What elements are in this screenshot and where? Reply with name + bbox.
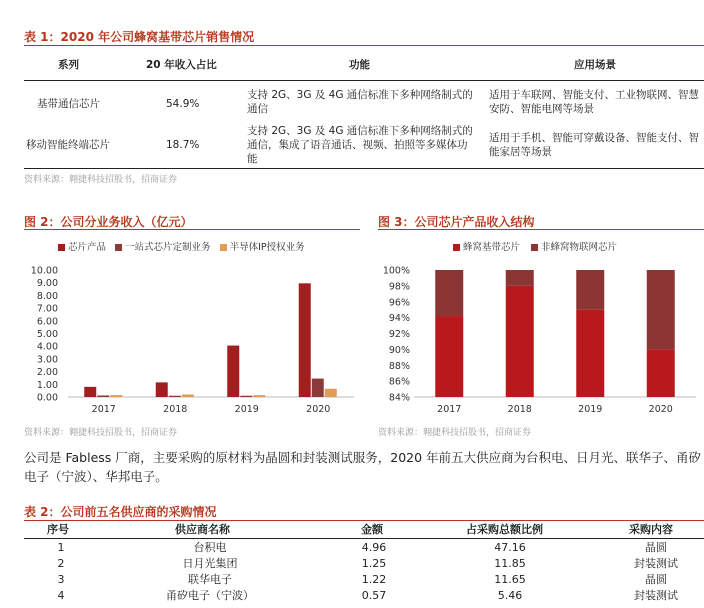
legend-item — [220, 242, 305, 253]
legend-item — [453, 242, 520, 253]
table1-row1-function: 支持 2G、3G 及 4G 通信标准下多种网络制式的通信 — [247, 89, 473, 115]
figure3-title-rule — [378, 229, 704, 230]
table2-cell-supplier: 甬矽电子（宁波） — [166, 589, 254, 602]
y-tick-label: 5.00 — [36, 329, 58, 340]
table2-header-index: 序号 — [47, 523, 69, 536]
figure2-title: 图 2：公司分业务收入（亿元） — [24, 215, 193, 229]
table1-row2-series: 移动智能终端芯片 — [26, 139, 110, 151]
legend-label: 一站式芯片定制业务 — [125, 242, 211, 253]
table2-cell-ratio: 47.16 — [494, 541, 526, 554]
table2-cell-index: 4 — [57, 589, 65, 602]
y-tick-label: 90% — [388, 344, 410, 356]
bar-segment — [435, 270, 463, 316]
table2-cell-ratio: 11.85 — [494, 557, 526, 570]
bar — [182, 394, 194, 397]
legend-item — [115, 242, 211, 253]
figure2-chart — [24, 258, 364, 418]
table2-cell-ratio: 11.65 — [494, 573, 526, 586]
legend-label: 芯片产品 — [68, 242, 107, 253]
bar — [97, 395, 109, 397]
x-tick-label: 2018 — [163, 404, 188, 415]
y-tick-label: 94% — [388, 313, 410, 325]
table2-cell-content: 封装测试 — [634, 557, 678, 570]
bar — [325, 389, 337, 397]
bar — [312, 379, 324, 397]
bar — [227, 346, 239, 397]
table1-row1-series: 基带通信芯片 — [37, 98, 100, 110]
table2-title: 表 2：公司前五名供应商的采购情况 — [24, 505, 217, 519]
table1-header-rule — [24, 80, 704, 81]
table2-header-content: 采购内容 — [629, 523, 673, 536]
y-tick-label: 0.00 — [36, 392, 58, 404]
y-tick-label: 96% — [388, 297, 410, 309]
legend-swatch — [531, 244, 538, 251]
legend-swatch — [115, 244, 122, 251]
table1-row2-share: 18.7% — [166, 139, 200, 151]
bar — [84, 387, 96, 397]
table2-cell-ratio: 5.46 — [497, 589, 523, 602]
bar — [110, 395, 122, 397]
y-tick-label: 92% — [388, 329, 410, 340]
table2-cell-amount: 4.96 — [361, 541, 387, 554]
figure3-source: 资料来源：翱捷科技招股书，招商证券 — [378, 428, 532, 438]
table2-cell-amount: 1.22 — [361, 573, 387, 586]
figure3-legend — [453, 239, 617, 253]
table2-cell-content: 晶圆 — [645, 541, 667, 554]
table1-row2-scenario: 适用于手机、智能可穿戴设备、智能支付、智能家居等场景 — [489, 132, 699, 158]
bar-segment — [576, 310, 604, 397]
x-tick-label: 2019 — [578, 404, 603, 415]
table2-cell-amount: 0.57 — [361, 589, 387, 602]
table1-title-rule — [24, 45, 704, 46]
y-tick-label: 9.00 — [36, 278, 58, 290]
y-tick-label: 86% — [388, 376, 410, 388]
y-tick-label: 88% — [388, 360, 410, 372]
table2-cell-supplier: 日月光集团 — [182, 557, 238, 570]
table1-row2-function: 支持 2G、3G 及 4G 通信标准下多种网络制式的通信，集成了语音通话、视频、拍照等多媒体功能 — [247, 125, 473, 165]
bar — [299, 283, 311, 397]
table2-cell-content: 晶圆 — [645, 573, 667, 586]
table2-cell-content: 封装测试 — [634, 589, 678, 602]
y-tick-label: 100% — [382, 265, 410, 277]
y-tick-label: 6.00 — [36, 316, 58, 328]
y-tick-label: 98% — [388, 281, 410, 293]
table2-header-ratio: 占采购总额比例 — [466, 523, 543, 536]
table2-cell-index: 2 — [57, 557, 65, 570]
bar-segment — [647, 349, 675, 397]
bar-segment — [506, 286, 534, 397]
y-tick-label: 3.00 — [36, 354, 58, 366]
x-tick-label: 2017 — [91, 404, 116, 415]
y-tick-label: 84% — [388, 392, 410, 404]
x-tick-label: 2019 — [234, 404, 259, 415]
legend-label: 非蜂窝物联网芯片 — [541, 242, 618, 253]
body-paragraph: 公司是 Fabless 厂商，主要采购的原材料为晶圆和封装测试服务，2020 年前五大供应商为台积电、日月光、联华子、甬矽电子（宁波）、华邦电子。 — [24, 450, 702, 484]
legend-swatch — [58, 244, 65, 251]
table1-bottom-rule — [24, 168, 704, 169]
y-tick-label: 4.00 — [36, 341, 58, 353]
figure2-source: 资料来源：翱捷科技招股书，招商证券 — [24, 428, 178, 438]
table1-row1-share: 54.9% — [166, 98, 200, 110]
x-tick-label: 2020 — [306, 404, 331, 415]
table1-header-function: 功能 — [349, 59, 370, 71]
legend-label: 半导体IP授权业务 — [229, 242, 305, 253]
legend-item — [531, 242, 617, 253]
y-tick-label: 7.00 — [36, 303, 58, 315]
legend-swatch — [453, 244, 460, 251]
legend-label: 蜂窝基带芯片 — [463, 242, 521, 253]
table2-cell-index: 1 — [57, 541, 65, 554]
table2-cell-supplier: 联华电子 — [188, 573, 232, 586]
table2-cell-index: 3 — [57, 573, 65, 586]
x-tick-label: 2017 — [437, 404, 462, 415]
table2-header-rule — [24, 538, 704, 539]
bar — [253, 395, 265, 397]
figure3-title: 图 3：公司芯片产品收入结构 — [378, 215, 535, 229]
y-tick-label: 8.00 — [36, 290, 58, 302]
table1-row1-scenario: 适用于车联网、智能支付、工业物联网、智慧安防、智能电网等场景 — [489, 89, 699, 115]
table1-header-series: 系列 — [58, 59, 79, 71]
table2-header-supplier: 供应商名称 — [175, 523, 230, 536]
x-tick-label: 2020 — [648, 404, 673, 415]
bar-segment — [506, 270, 534, 286]
y-tick-label: 2.00 — [36, 367, 58, 379]
legend-swatch — [220, 244, 227, 251]
table1-header-share: 20 年收入占比 — [146, 59, 217, 71]
table2-cell-amount: 1.25 — [361, 557, 387, 570]
table1-title: 表 1：2020 年公司蜂窝基带芯片销售情况 — [24, 30, 255, 44]
y-tick-label: 1.00 — [36, 379, 58, 391]
table2-title-rule — [24, 520, 704, 521]
bar — [156, 382, 168, 397]
table2-cell-supplier: 台积电 — [193, 541, 227, 554]
table1-header-scenario: 应用场景 — [574, 59, 616, 71]
bar — [169, 396, 181, 397]
figure2-legend — [58, 239, 305, 253]
table2-header-amount: 金额 — [361, 523, 383, 536]
bar-segment — [576, 270, 604, 310]
figure2-title-rule — [24, 229, 360, 230]
figure3-chart — [378, 258, 704, 418]
bar — [240, 396, 252, 397]
bar-segment — [647, 270, 675, 349]
table1-source: 资料来源：翱捷科技招股书，招商证券 — [24, 175, 178, 185]
legend-item — [58, 242, 106, 253]
x-tick-label: 2018 — [507, 404, 532, 415]
bar-segment — [435, 316, 463, 397]
y-tick-label: 10.00 — [30, 265, 58, 277]
